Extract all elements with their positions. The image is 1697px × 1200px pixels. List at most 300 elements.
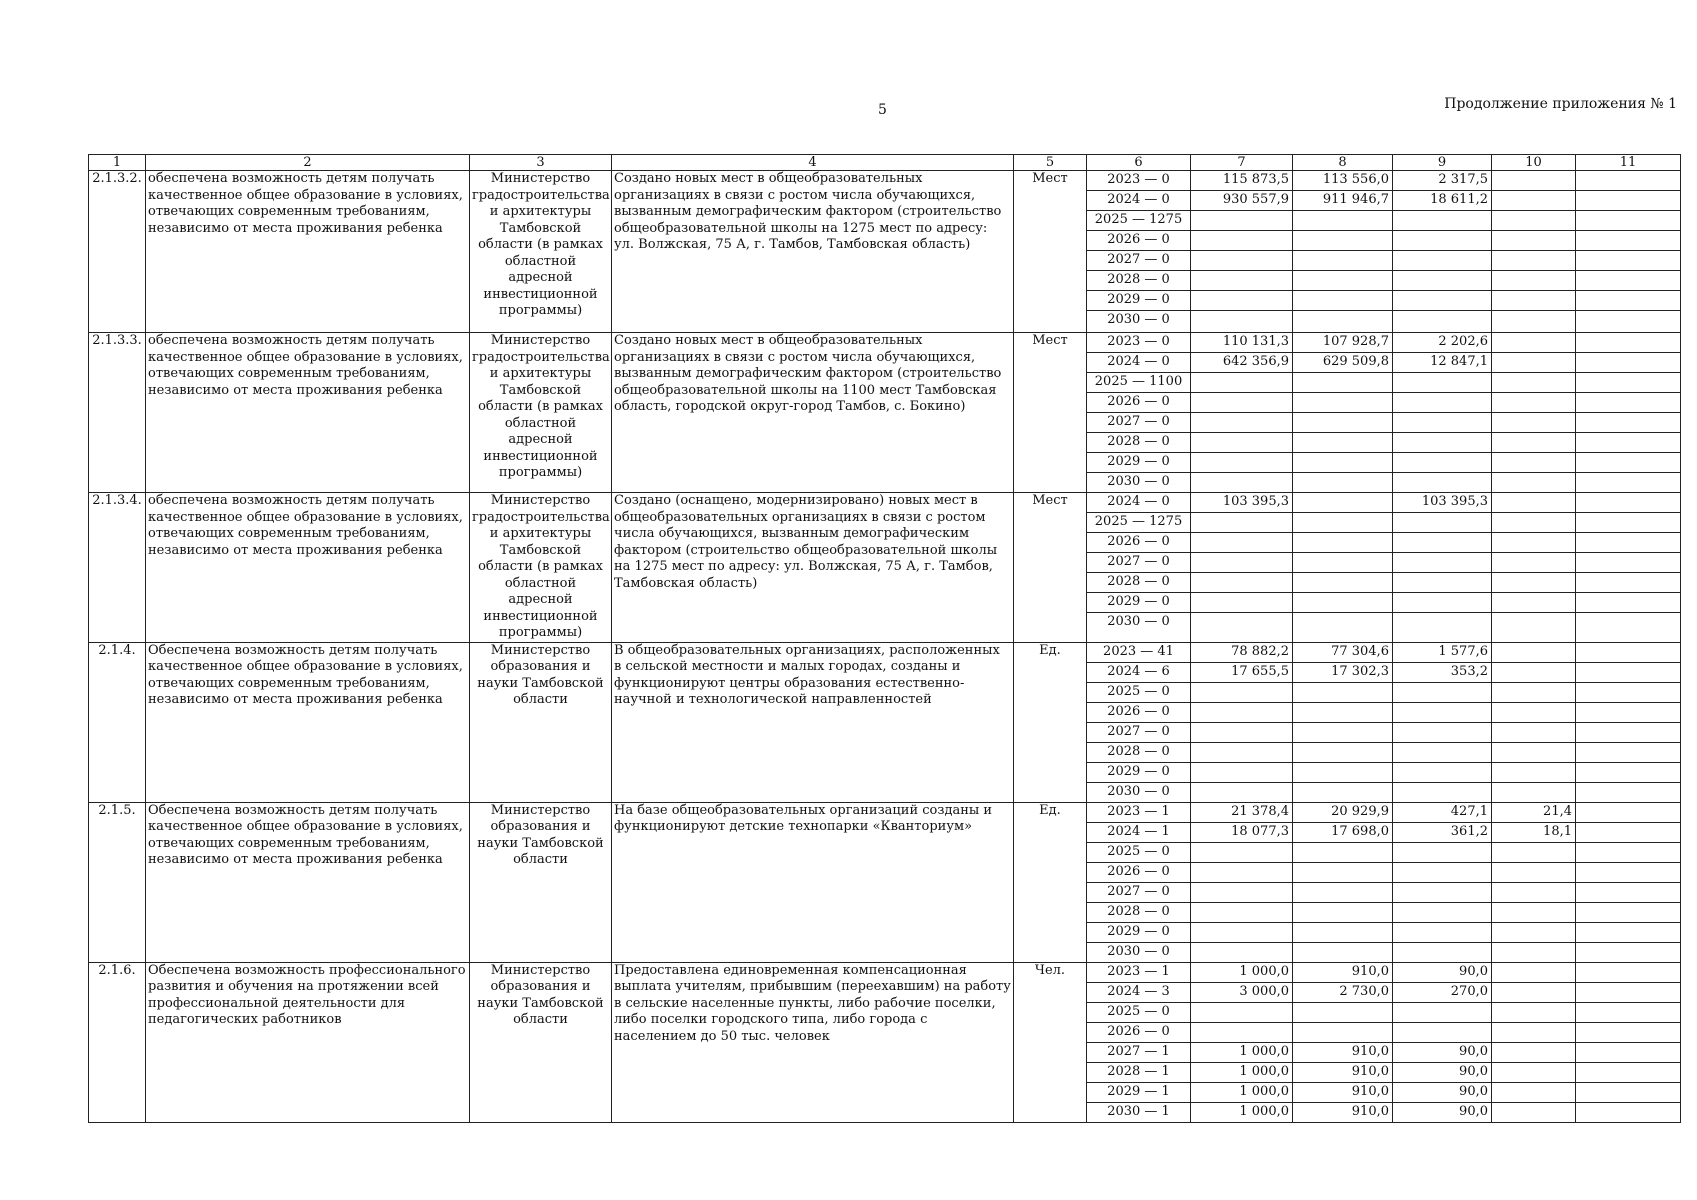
col10-value-cell <box>1492 333 1576 493</box>
col9-value: 361,2 <box>1393 822 1491 842</box>
col11-value <box>1576 882 1680 902</box>
col8-value <box>1293 922 1392 942</box>
col8-value <box>1293 593 1392 613</box>
col7-value <box>1191 373 1292 393</box>
goal-text: обеспечена возможность детям получать качественное общее образование в условиях, отвечающих современным требованиям, независимо от места проживания ребенка <box>146 493 470 643</box>
col8-value <box>1293 473 1392 493</box>
col11-value-cell <box>1576 642 1681 802</box>
col10-value: 21,4 <box>1492 803 1575 823</box>
col9-value <box>1393 942 1491 962</box>
col7-value: 930 557,9 <box>1191 191 1292 211</box>
col9-value <box>1393 842 1491 862</box>
responsible-org: Министерство градостроительства и архитектуры Тамбовской области (в рамках областной адресной инвестиционной программы) <box>470 171 612 333</box>
col9-value: 2 317,5 <box>1393 171 1491 191</box>
col9-value <box>1393 513 1491 533</box>
col7-value: 78 882,2 <box>1191 643 1292 663</box>
col8-value <box>1293 1022 1392 1042</box>
col7-value <box>1191 453 1292 473</box>
col11-value <box>1576 573 1680 593</box>
col9-value: 1 577,6 <box>1393 643 1491 663</box>
col9-value <box>1393 922 1491 942</box>
col11-value <box>1576 553 1680 573</box>
column-header: 10 <box>1492 155 1576 171</box>
col9-value <box>1393 593 1491 613</box>
year-value: 2029 — 1 <box>1087 1082 1190 1102</box>
col7-value <box>1191 842 1292 862</box>
year-value: 2025 — 0 <box>1087 1002 1190 1022</box>
col8-value-cell <box>1293 642 1393 802</box>
col7-value: 115 873,5 <box>1191 171 1292 191</box>
col11-value <box>1576 982 1680 1002</box>
year-value: 2029 — 0 <box>1087 453 1190 473</box>
column-header: 9 <box>1393 155 1492 171</box>
col11-value <box>1576 513 1680 533</box>
col11-value <box>1576 413 1680 433</box>
col11-value <box>1576 333 1680 353</box>
col8-value <box>1293 842 1392 862</box>
col8-value: 911 946,7 <box>1293 191 1392 211</box>
item-number: 2.1.3.3. <box>89 333 146 493</box>
col10-value <box>1492 311 1575 331</box>
col9-value: 90,0 <box>1393 1042 1491 1062</box>
year-value: 2026 — 0 <box>1087 862 1190 882</box>
year-value: 2023 — 0 <box>1087 171 1190 191</box>
col7-value-cell <box>1191 333 1293 493</box>
col11-value <box>1576 643 1680 663</box>
col11-value <box>1576 613 1680 633</box>
col8-value <box>1293 413 1392 433</box>
year-value: 2027 — 0 <box>1087 722 1190 742</box>
col7-value <box>1191 682 1292 702</box>
col10-value <box>1492 1002 1575 1022</box>
col10-value <box>1492 433 1575 453</box>
item-number: 2.1.4. <box>89 642 146 802</box>
col8-value <box>1293 722 1392 742</box>
col10-value <box>1492 473 1575 493</box>
responsible-org: Министерство образования и науки Тамбовской области <box>470 802 612 962</box>
table-row <box>89 493 1681 643</box>
col7-value <box>1191 251 1292 271</box>
col11-value <box>1576 1042 1680 1062</box>
col9-value <box>1393 393 1491 413</box>
year-value: 2030 — 0 <box>1107 943 1170 959</box>
col9-value <box>1393 762 1491 782</box>
column-header: 2 <box>146 155 470 171</box>
unit-of-measure: Ед. <box>1014 802 1087 962</box>
col7-value <box>1191 902 1292 922</box>
col10-value <box>1492 982 1575 1002</box>
col8-value <box>1293 702 1392 722</box>
col9-value: 90,0 <box>1459 1103 1488 1119</box>
year-value: 2023 — 0 <box>1087 333 1190 353</box>
col8-value-cell <box>1293 802 1393 962</box>
col10-value <box>1492 373 1575 393</box>
col9-value: 90,0 <box>1393 1082 1491 1102</box>
year-value: 2024 — 0 <box>1087 191 1190 211</box>
col7-value <box>1191 393 1292 413</box>
col11-value <box>1576 271 1680 291</box>
col8-value <box>1293 573 1392 593</box>
col9-value <box>1393 473 1491 493</box>
year-value: 2028 — 0 <box>1087 742 1190 762</box>
col11-value <box>1576 1082 1680 1102</box>
col7-value-cell <box>1191 962 1293 1122</box>
col11-value <box>1576 842 1680 862</box>
col9-value <box>1393 211 1491 231</box>
col11-value <box>1576 493 1680 513</box>
col7-value: 1 000,0 <box>1239 1103 1289 1119</box>
col11-value <box>1576 353 1680 373</box>
col11-value-cell <box>1576 962 1681 1122</box>
col7-value <box>1191 433 1292 453</box>
col8-value: 77 304,6 <box>1293 643 1392 663</box>
col9-value <box>1393 882 1491 902</box>
col8-value-cell <box>1293 493 1393 643</box>
col8-value-cell <box>1293 962 1393 1122</box>
year-value: 2028 — 1 <box>1087 1062 1190 1082</box>
col9-value <box>1393 413 1491 433</box>
col9-value <box>1393 271 1491 291</box>
col10-value <box>1492 1042 1575 1062</box>
col8-value: 910,0 <box>1293 1042 1392 1062</box>
year-value: 2023 — 1 <box>1087 963 1190 983</box>
year-value: 2029 — 0 <box>1087 291 1190 311</box>
col9-value <box>1393 453 1491 473</box>
col7-value <box>1191 413 1292 433</box>
col8-value: 113 556,0 <box>1293 171 1392 191</box>
col10-value <box>1492 782 1575 802</box>
col8-value <box>1293 433 1392 453</box>
year-value: 2025 — 1275 <box>1087 211 1190 231</box>
col8-value: 17 698,0 <box>1293 822 1392 842</box>
col10-value <box>1492 231 1575 251</box>
col11-value <box>1576 722 1680 742</box>
col10-value <box>1492 902 1575 922</box>
year-value: 2028 — 0 <box>1087 573 1190 593</box>
col8-value <box>1293 942 1392 962</box>
column-header: 4 <box>612 155 1014 171</box>
year-value: 2025 — 0 <box>1087 842 1190 862</box>
col11-value <box>1576 433 1680 453</box>
col8-value <box>1293 862 1392 882</box>
col7-value <box>1191 533 1292 553</box>
col7-value: 18 077,3 <box>1191 822 1292 842</box>
result-text: Предоставлена единовременная компенсационная выплата учителям, прибывшим (переехавшим) на работу в сельские населенные пункты, либо рабочие поселки, либо поселки городского типа, либо города с населением до 50 тыс. человек <box>612 962 1014 1122</box>
year-value: 2024 — 6 <box>1087 662 1190 682</box>
unit-of-measure: Ед. <box>1014 642 1087 802</box>
responsible-org: Министерство образования и науки Тамбовской области <box>470 642 612 802</box>
year-value: 2024 — 3 <box>1087 982 1190 1002</box>
col10-value <box>1492 682 1575 702</box>
year-value: 2025 — 1100 <box>1087 373 1190 393</box>
col9-value: 90,0 <box>1393 1062 1491 1082</box>
col7-value: 1 000,0 <box>1191 1062 1292 1082</box>
col8-value <box>1293 533 1392 553</box>
col9-value-cell <box>1393 333 1492 493</box>
col9-value-cell <box>1393 493 1492 643</box>
goal-text: Обеспечена возможность детям получать качественное общее образование в условиях, отвечающих современным требованиям, независимо от места проживания ребенка <box>146 642 470 802</box>
year-value: 2028 — 0 <box>1087 271 1190 291</box>
col10-value <box>1492 1062 1575 1082</box>
col11-value <box>1576 453 1680 473</box>
col9-value: 353,2 <box>1393 662 1491 682</box>
col7-value: 110 131,3 <box>1191 333 1292 353</box>
col10-value <box>1492 251 1575 271</box>
col7-value <box>1191 722 1292 742</box>
column-number-row <box>89 155 1681 171</box>
column-header: 5 <box>1014 155 1087 171</box>
col7-value <box>1191 942 1292 962</box>
col10-value <box>1492 271 1575 291</box>
col7-value: 21 378,4 <box>1191 803 1292 823</box>
column-header: 7 <box>1191 155 1293 171</box>
col10-value <box>1492 613 1575 633</box>
col11-value <box>1576 473 1680 493</box>
col11-value <box>1576 533 1680 553</box>
col7-value: 103 395,3 <box>1191 493 1292 513</box>
col9-value <box>1393 742 1491 762</box>
col8-value: 629 509,8 <box>1293 353 1392 373</box>
col10-value <box>1492 493 1575 513</box>
col10-value-cell <box>1492 171 1576 333</box>
col10-value <box>1492 842 1575 862</box>
col9-value <box>1393 433 1491 453</box>
col9-value-cell <box>1393 642 1492 802</box>
col10-value <box>1492 922 1575 942</box>
table-row <box>89 962 1681 1122</box>
col11-value <box>1576 803 1680 823</box>
goal-text: обеспечена возможность детям получать качественное общее образование в условиях, отвечающих современным требованиям, независимо от места проживания ребенка <box>146 333 470 493</box>
item-number: 2.1.3.2. <box>89 171 146 333</box>
col10-value <box>1492 333 1575 353</box>
year-value: 2023 — 1 <box>1087 803 1190 823</box>
col7-value <box>1191 231 1292 251</box>
col8-value: 910,0 <box>1293 1062 1392 1082</box>
col10-value <box>1492 1022 1575 1042</box>
col10-value <box>1492 593 1575 613</box>
col11-value <box>1576 742 1680 762</box>
col7-value <box>1191 782 1292 802</box>
col8-value <box>1293 373 1392 393</box>
col11-value <box>1576 393 1680 413</box>
col7-value <box>1191 573 1292 593</box>
year-value: 2028 — 0 <box>1087 433 1190 453</box>
col9-value <box>1393 231 1491 251</box>
col11-value <box>1576 171 1680 191</box>
responsible-org: Министерство градостроительства и архитектуры Тамбовской области (в рамках областной адресной инвестиционной программы) <box>470 333 612 493</box>
col11-value <box>1576 902 1680 922</box>
col11-value <box>1576 1102 1680 1122</box>
col11-value <box>1576 762 1680 782</box>
col7-value <box>1191 1002 1292 1022</box>
year-value: 2030 — 0 <box>1107 474 1170 489</box>
result-text: На базе общеобразовательных организаций созданы и функционируют детские технопарки «Кванториум» <box>612 802 1014 962</box>
year-value-cell <box>1087 802 1191 962</box>
year-value: 2026 — 0 <box>1087 1022 1190 1042</box>
col8-value <box>1293 553 1392 573</box>
col11-value <box>1576 682 1680 702</box>
col11-value-cell <box>1576 493 1681 643</box>
col10-value <box>1492 942 1575 962</box>
col11-value <box>1576 231 1680 251</box>
col9-value: 270,0 <box>1393 982 1491 1002</box>
year-value: 2026 — 0 <box>1087 231 1190 251</box>
col11-value-cell <box>1576 171 1681 333</box>
col8-value <box>1293 682 1392 702</box>
col7-value <box>1191 1022 1292 1042</box>
col9-value <box>1393 373 1491 393</box>
col10-value <box>1492 353 1575 373</box>
year-value: 2025 — 1275 <box>1087 513 1190 533</box>
result-text: Создано (оснащено, модернизировано) новых мест в общеобразовательных организациях в связи с ростом числа обучающихся, вызванным демографическим фактором (строительство общеобразовательной школы на 1275 мест по адресу: ул. Волжская, 75 А, г. Тамбов, Тамбовская область) <box>612 493 1014 643</box>
col9-value <box>1393 573 1491 593</box>
col10-value <box>1492 662 1575 682</box>
goal-text: Обеспечена возможность профессионального развития и обучения на протяжении всей профессиональной деятельности для педагогических работников <box>146 962 470 1122</box>
col11-value <box>1576 822 1680 842</box>
unit-of-measure: Чел. <box>1014 962 1087 1122</box>
year-value: 2027 — 0 <box>1087 553 1190 573</box>
col9-value: 103 395,3 <box>1393 493 1491 513</box>
col11-value <box>1576 311 1680 331</box>
col7-value <box>1191 613 1292 633</box>
year-value-cell <box>1087 642 1191 802</box>
col10-value <box>1492 643 1575 663</box>
col11-value <box>1576 1002 1680 1022</box>
col8-value <box>1293 211 1392 231</box>
col9-value <box>1393 251 1491 271</box>
col8-value <box>1293 271 1392 291</box>
col7-value <box>1191 862 1292 882</box>
page-number: 5 <box>878 102 887 118</box>
col10-value <box>1492 862 1575 882</box>
col8-value <box>1293 1002 1392 1022</box>
year-value: 2024 — 1 <box>1087 822 1190 842</box>
col10-value-cell <box>1492 493 1576 643</box>
year-value: 2027 — 0 <box>1087 882 1190 902</box>
col11-value <box>1576 662 1680 682</box>
col8-value <box>1293 393 1392 413</box>
year-value: 2027 — 0 <box>1087 413 1190 433</box>
col11-value <box>1576 211 1680 231</box>
item-number: 2.1.5. <box>89 802 146 962</box>
year-value: 2030 — 0 <box>1107 312 1170 327</box>
col7-value-cell <box>1191 642 1293 802</box>
goal-text: обеспечена возможность детям получать качественное общее образование в условиях, отвечающих современным требованиям, независимо от места проживания ребенка <box>146 171 470 333</box>
col9-value <box>1393 553 1491 573</box>
col11-value <box>1576 922 1680 942</box>
col8-value: 910,0 <box>1351 1103 1389 1119</box>
col8-value <box>1293 291 1392 311</box>
col8-value: 910,0 <box>1293 1082 1392 1102</box>
col9-value <box>1393 291 1491 311</box>
col9-value: 12 847,1 <box>1393 353 1491 373</box>
col7-value <box>1191 593 1292 613</box>
col11-value-cell <box>1576 333 1681 493</box>
col11-value <box>1576 963 1680 983</box>
col7-value <box>1191 211 1292 231</box>
year-value: 2028 — 0 <box>1087 902 1190 922</box>
col10-value: 18,1 <box>1492 822 1575 842</box>
col9-value <box>1393 782 1491 802</box>
col9-value: 427,1 <box>1393 803 1491 823</box>
col11-value <box>1576 251 1680 271</box>
unit-of-measure: Мест <box>1014 493 1087 643</box>
col8-value <box>1293 882 1392 902</box>
year-value: 2026 — 0 <box>1087 533 1190 553</box>
col9-value <box>1393 702 1491 722</box>
col8-value <box>1293 493 1392 513</box>
col9-value <box>1393 533 1491 553</box>
col8-value-cell <box>1293 171 1393 333</box>
col8-value <box>1293 231 1392 251</box>
col7-value-cell <box>1191 171 1293 333</box>
col7-value <box>1191 513 1292 533</box>
responsible-org: Министерство градостроительства и архитектуры Тамбовской области (в рамках областной адресной инвестиционной программы) <box>470 493 612 643</box>
col8-value <box>1293 251 1392 271</box>
col8-value <box>1293 453 1392 473</box>
col7-value: 642 356,9 <box>1191 353 1292 373</box>
year-value: 2026 — 0 <box>1087 393 1190 413</box>
year-value-cell <box>1087 171 1191 333</box>
col10-value <box>1492 291 1575 311</box>
col9-value <box>1393 902 1491 922</box>
result-text: Создано новых мест в общеобразовательных организациях в связи с ростом числа обучающихся, вызванным демографическим фактором (строительство общеобразовательной школы на 1275 мест по адресу: ул. Волжская, 75 А, г. Тамбов, Тамбовская область) <box>612 171 1014 333</box>
col7-value-cell <box>1191 802 1293 962</box>
table-row <box>89 802 1681 962</box>
col7-value <box>1191 271 1292 291</box>
col8-value <box>1293 742 1392 762</box>
col10-value <box>1492 191 1575 211</box>
col8-value-cell <box>1293 333 1393 493</box>
year-value: 2023 — 41 <box>1087 643 1190 663</box>
year-value-cell <box>1087 493 1191 643</box>
col10-value <box>1492 393 1575 413</box>
col7-value-cell <box>1191 493 1293 643</box>
year-value: 2025 — 0 <box>1087 682 1190 702</box>
col10-value <box>1492 553 1575 573</box>
column-header: 6 <box>1087 155 1191 171</box>
col8-value <box>1293 513 1392 533</box>
col10-value-cell <box>1492 802 1576 962</box>
col8-value <box>1293 902 1392 922</box>
col7-value <box>1191 882 1292 902</box>
col9-value-cell <box>1393 171 1492 333</box>
col9-value <box>1393 613 1491 633</box>
unit-of-measure: Мест <box>1014 333 1087 493</box>
year-value: 2027 — 0 <box>1087 251 1190 271</box>
year-value: 2029 — 0 <box>1087 593 1190 613</box>
appendix-table <box>88 154 1681 1123</box>
year-value: 2030 — 1 <box>1107 1103 1170 1119</box>
col8-value <box>1293 762 1392 782</box>
year-value: 2030 — 0 <box>1107 614 1170 629</box>
col7-value: 17 655,5 <box>1191 662 1292 682</box>
col9-value-cell <box>1393 802 1492 962</box>
col10-value <box>1492 722 1575 742</box>
col10-value <box>1492 882 1575 902</box>
col7-value: 1 000,0 <box>1191 1042 1292 1062</box>
appendix-continuation-note: Продолжение приложения № 1 <box>1444 96 1677 112</box>
column-header: 3 <box>470 155 612 171</box>
col7-value: 1 000,0 <box>1191 963 1292 983</box>
col11-value <box>1576 1022 1680 1042</box>
col11-value <box>1576 291 1680 311</box>
col10-value <box>1492 762 1575 782</box>
col10-value-cell <box>1492 642 1576 802</box>
year-value-cell <box>1087 333 1191 493</box>
year-value: 2024 — 0 <box>1087 353 1190 373</box>
col8-value: 17 302,3 <box>1293 662 1392 682</box>
